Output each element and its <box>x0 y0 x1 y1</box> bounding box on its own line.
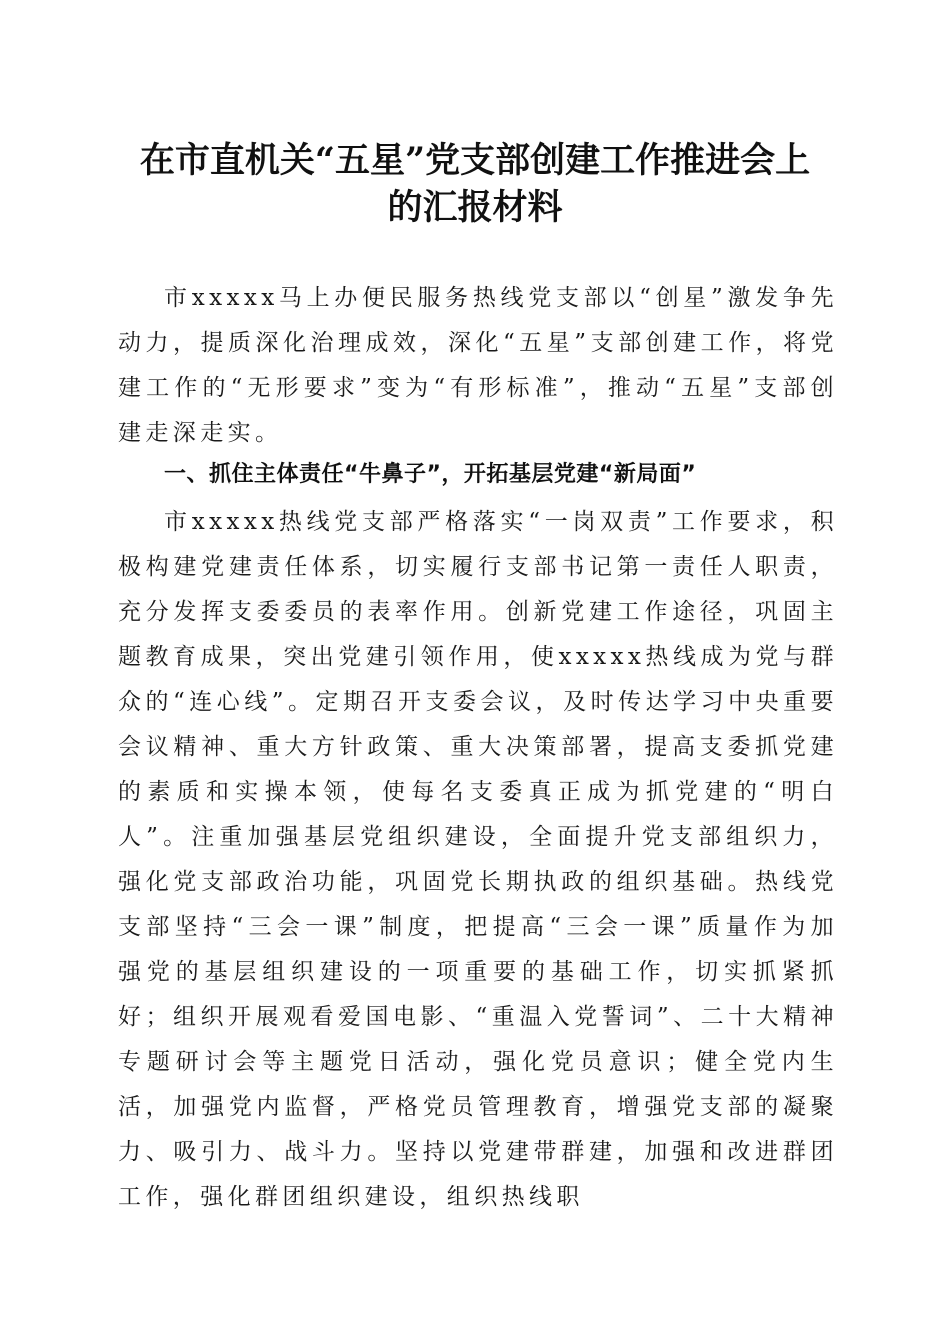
section-1-heading: 一、抓住主体责任“牛鼻子”，开拓基层党建“新局面” <box>164 462 697 487</box>
document-title-line-1: 在市直机关“五星”党支部创建工作推进会上 <box>139 140 811 181</box>
intro-paragraph: 市xxxxx马上办便民服务热线党支部以“创星”激发争先动力，提质深化治理成效，深化“五星”支部创建工作，将党建工作的“无形要求”变为“有形标准”，推动“五星”支部创建走深走实。 <box>118 285 838 446</box>
section-1-paragraph: 市xxxxx热线党支部严格落实“一岗双责”工作要求，积极构建党建责任体系，切实履行支部书记第一责任人职责，充分发挥支委委员的表率作用。创新党建工作途径，巩固主题教育成果，突出党建引领作用，使xxxxx热线成为党与群众的“连心线”。定期召开支委会议，及时传达学习中央重要会议精神、重大方针政策、重大决策部署，提高支委抓党建的素质和实操本领，使每名支委真正成为抓党建的“明白人”。注重加强基层党组织建设，全面提升党支部组织力，强化党支部政治功能，巩固党长期执政的组织基础。热线党支部坚持“三会一课”制度，把提高“三会一课”质量作为加强党的基层组织建设的一项重要的基础工作，切实抓紧抓好；组织开展观看爱国电影、“重温入党誓词”、二十大精神专题研讨会等主题党日活动，强化党员意识；健全党内生活，加强党内监督，严格党员管理教育，增强党支部的凝聚力、吸引力、战斗力。坚持以党建带群建，加强和改进群团工作，强化群团组织建设，组织热线职 <box>118 509 838 1210</box>
document-title-line-2: 的汇报材料 <box>387 187 563 228</box>
